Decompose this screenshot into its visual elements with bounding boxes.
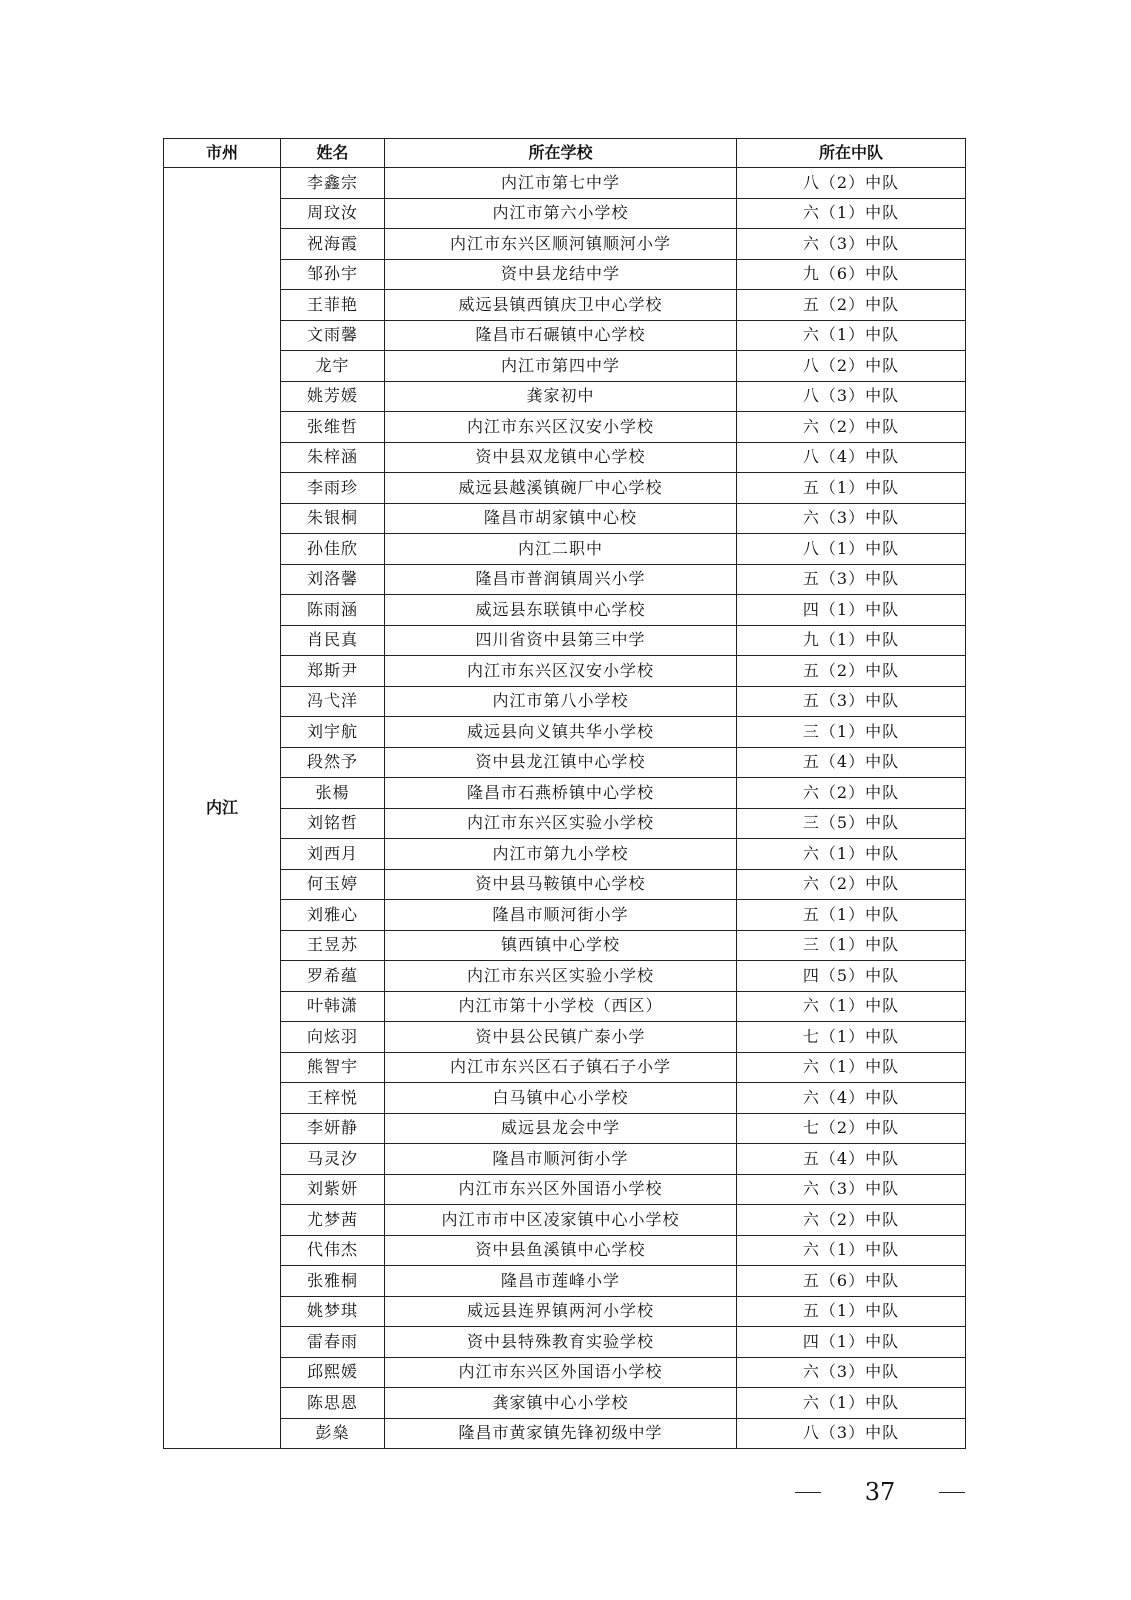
table-row [164,1022,966,1053]
school-cell: 隆昌市顺河街小学 [385,900,737,931]
student-name-cell: 朱银桐 [281,503,385,534]
table-row [164,381,966,412]
honor-roster-table [163,138,966,1449]
student-name-cell: 李鑫宗 [281,168,385,199]
student-name-cell: 向炫羽 [281,1022,385,1053]
table-row [164,503,966,534]
student-name-cell: 尤梦茜 [281,1205,385,1236]
student-name-cell: 刘西月 [281,839,385,870]
table-row [164,198,966,229]
school-cell: 内江市东兴区实验小学校 [385,961,737,992]
school-cell: 资中县公民镇广泰小学 [385,1022,737,1053]
squad-cell: 六（1）中队 [737,1235,966,1266]
squad-cell: 八（4）中队 [737,442,966,473]
school-cell: 白马镇中心小学校 [385,1083,737,1114]
table-row [164,991,966,1022]
student-name-cell: 彭燊 [281,1418,385,1449]
school-cell: 内江市市中区凌家镇中心小学校 [385,1205,737,1236]
table-row [164,869,966,900]
school-cell: 威远县连界镇两河小学校 [385,1296,737,1327]
squad-cell: 五（1）中队 [737,473,966,504]
squad-cell: 五（3）中队 [737,686,966,717]
school-cell: 内江市东兴区汉安小学校 [385,656,737,687]
table-row [164,1083,966,1114]
school-cell: 资中县特殊教育实验学校 [385,1327,737,1358]
squad-cell: 六（3）中队 [737,1174,966,1205]
table-row [164,1235,966,1266]
table-row [164,534,966,565]
squad-cell: 六（1）中队 [737,991,966,1022]
squad-cell: 三（5）中队 [737,808,966,839]
student-name-cell: 姚梦琪 [281,1296,385,1327]
squad-cell: 八（2）中队 [737,168,966,199]
student-name-cell: 刘洛馨 [281,564,385,595]
table-body [164,168,966,1449]
squad-cell: 五（4）中队 [737,747,966,778]
page-number-dash-left [795,1492,821,1493]
squad-cell: 六（2）中队 [737,869,966,900]
student-name-cell: 马灵汐 [281,1144,385,1175]
squad-cell: 五（2）中队 [737,290,966,321]
squad-cell: 九（6）中队 [737,259,966,290]
table-row [164,412,966,443]
school-cell: 资中县马鞍镇中心学校 [385,869,737,900]
city-cell: 内江 [164,168,281,1449]
student-name-cell: 熊智宇 [281,1052,385,1083]
student-name-cell: 刘宇航 [281,717,385,748]
student-name-cell: 龙宇 [281,351,385,382]
table-row [164,1052,966,1083]
school-cell: 内江市第八小学校 [385,686,737,717]
school-cell: 隆昌市石碾镇中心学校 [385,320,737,351]
table-row [164,1174,966,1205]
school-cell: 内江市东兴区实验小学校 [385,808,737,839]
column-header-school: 所在学校 [385,139,737,168]
page-number: 37 [864,1478,896,1506]
page-number-dash-right [939,1492,965,1493]
table-row [164,1296,966,1327]
student-name-cell: 张维哲 [281,412,385,443]
school-cell: 内江市东兴区石子镇石子小学 [385,1052,737,1083]
student-name-cell: 王菲艳 [281,290,385,321]
school-cell: 威远县向义镇共华小学校 [385,717,737,748]
school-cell: 内江市第九小学校 [385,839,737,870]
student-name-cell: 雷春雨 [281,1327,385,1358]
squad-cell: 五（1）中队 [737,900,966,931]
table-row [164,656,966,687]
squad-cell: 七（1）中队 [737,1022,966,1053]
student-name-cell: 肖民真 [281,625,385,656]
student-name-cell: 陈思恩 [281,1388,385,1419]
student-name-cell: 郑斯尹 [281,656,385,687]
student-name-cell: 姚芳媛 [281,381,385,412]
squad-cell: 四（1）中队 [737,595,966,626]
school-cell: 隆昌市莲峰小学 [385,1266,737,1297]
table-row [164,1327,966,1358]
student-name-cell: 代伟杰 [281,1235,385,1266]
squad-cell: 五（6）中队 [737,1266,966,1297]
school-cell: 资中县龙结中学 [385,259,737,290]
table-row [164,747,966,778]
squad-cell: 八（3）中队 [737,1418,966,1449]
table-row [164,778,966,809]
school-cell: 内江市第七中学 [385,168,737,199]
school-cell: 威远县龙会中学 [385,1113,737,1144]
student-name-cell: 祝海霞 [281,229,385,260]
column-header-squad: 所在中队 [737,139,966,168]
squad-cell: 五（1）中队 [737,1296,966,1327]
squad-cell: 六（1）中队 [737,1052,966,1083]
table-row [164,808,966,839]
table-row [164,351,966,382]
squad-cell: 六（2）中队 [737,412,966,443]
student-name-cell: 陈雨涵 [281,595,385,626]
table-row [164,229,966,260]
table-row [164,290,966,321]
table-row [164,1205,966,1236]
squad-cell: 八（1）中队 [737,534,966,565]
squad-cell: 五（4）中队 [737,1144,966,1175]
school-cell: 四川省资中县第三中学 [385,625,737,656]
page-number-footer [795,1478,965,1506]
school-cell: 资中县龙江镇中心学校 [385,747,737,778]
table-row [164,1266,966,1297]
table-row [164,625,966,656]
student-name-cell: 朱梓涵 [281,442,385,473]
squad-cell: 六（3）中队 [737,503,966,534]
school-cell: 隆昌市胡家镇中心校 [385,503,737,534]
school-cell: 内江市东兴区外国语小学校 [385,1357,737,1388]
squad-cell: 六（1）中队 [737,198,966,229]
student-name-cell: 周玟汝 [281,198,385,229]
school-cell: 内江市第十小学校（西区） [385,991,737,1022]
school-cell: 威远县东联镇中心学校 [385,595,737,626]
table-row [164,900,966,931]
squad-cell: 六（2）中队 [737,778,966,809]
school-cell: 龚家镇中心小学校 [385,1388,737,1419]
school-cell: 内江市东兴区外国语小学校 [385,1174,737,1205]
squad-cell: 六（3）中队 [737,1357,966,1388]
squad-cell: 六（1）中队 [737,839,966,870]
table-row [164,473,966,504]
school-cell: 内江二职中 [385,534,737,565]
squad-cell: 四（1）中队 [737,1327,966,1358]
student-name-cell: 段然予 [281,747,385,778]
squad-cell: 六（4）中队 [737,1083,966,1114]
squad-cell: 七（2）中队 [737,1113,966,1144]
student-name-cell: 王梓悦 [281,1083,385,1114]
school-cell: 内江市东兴区顺河镇顺河小学 [385,229,737,260]
student-name-cell: 邱熙媛 [281,1357,385,1388]
school-cell: 资中县双龙镇中心学校 [385,442,737,473]
table-row [164,320,966,351]
table-row [164,1113,966,1144]
student-name-cell: 文雨馨 [281,320,385,351]
school-cell: 隆昌市普润镇周兴小学 [385,564,737,595]
school-cell: 内江市东兴区汉安小学校 [385,412,737,443]
school-cell: 内江市第四中学 [385,351,737,382]
student-name-cell: 王昱苏 [281,930,385,961]
table-row [164,168,966,199]
school-cell: 资中县鱼溪镇中心学校 [385,1235,737,1266]
squad-cell: 三（1）中队 [737,717,966,748]
squad-cell: 六（3）中队 [737,229,966,260]
student-name-cell: 孙佳欣 [281,534,385,565]
school-cell: 镇西镇中心学校 [385,930,737,961]
squad-cell: 四（5）中队 [737,961,966,992]
school-cell: 龚家初中 [385,381,737,412]
table-row [164,717,966,748]
squad-cell: 五（2）中队 [737,656,966,687]
school-cell: 内江市第六小学校 [385,198,737,229]
table-row [164,839,966,870]
student-name-cell: 李妍静 [281,1113,385,1144]
student-name-cell: 叶韩潇 [281,991,385,1022]
table-row [164,564,966,595]
student-name-cell: 罗希蕴 [281,961,385,992]
student-name-cell: 刘紫妍 [281,1174,385,1205]
school-cell: 隆昌市黄家镇先锋初级中学 [385,1418,737,1449]
student-name-cell: 李雨珍 [281,473,385,504]
table-header-row [164,139,966,168]
squad-cell: 八（2）中队 [737,351,966,382]
table-row [164,595,966,626]
table-row [164,259,966,290]
student-name-cell: 张雅桐 [281,1266,385,1297]
table-row [164,1144,966,1175]
table-row [164,442,966,473]
school-cell: 威远县镇西镇庆卫中心学校 [385,290,737,321]
column-header-city: 市州 [164,139,281,168]
squad-cell: 六（2）中队 [737,1205,966,1236]
student-name-cell: 刘铭哲 [281,808,385,839]
squad-cell: 九（1）中队 [737,625,966,656]
student-name-cell: 何玉婷 [281,869,385,900]
table-row [164,1418,966,1449]
squad-cell: 三（1）中队 [737,930,966,961]
squad-cell: 五（3）中队 [737,564,966,595]
squad-cell: 八（3）中队 [737,381,966,412]
table-row [164,961,966,992]
student-name-cell: 刘雅心 [281,900,385,931]
table-row [164,930,966,961]
column-header-name: 姓名 [281,139,385,168]
table-row [164,686,966,717]
table-row [164,1357,966,1388]
student-name-cell: 邹孙宇 [281,259,385,290]
student-name-cell: 冯弋洋 [281,686,385,717]
table-row [164,1388,966,1419]
school-cell: 隆昌市顺河街小学 [385,1144,737,1175]
student-name-cell: 张楊 [281,778,385,809]
squad-cell: 六（1）中队 [737,1388,966,1419]
school-cell: 隆昌市石燕桥镇中心学校 [385,778,737,809]
squad-cell: 六（1）中队 [737,320,966,351]
school-cell: 威远县越溪镇碗厂中心学校 [385,473,737,504]
